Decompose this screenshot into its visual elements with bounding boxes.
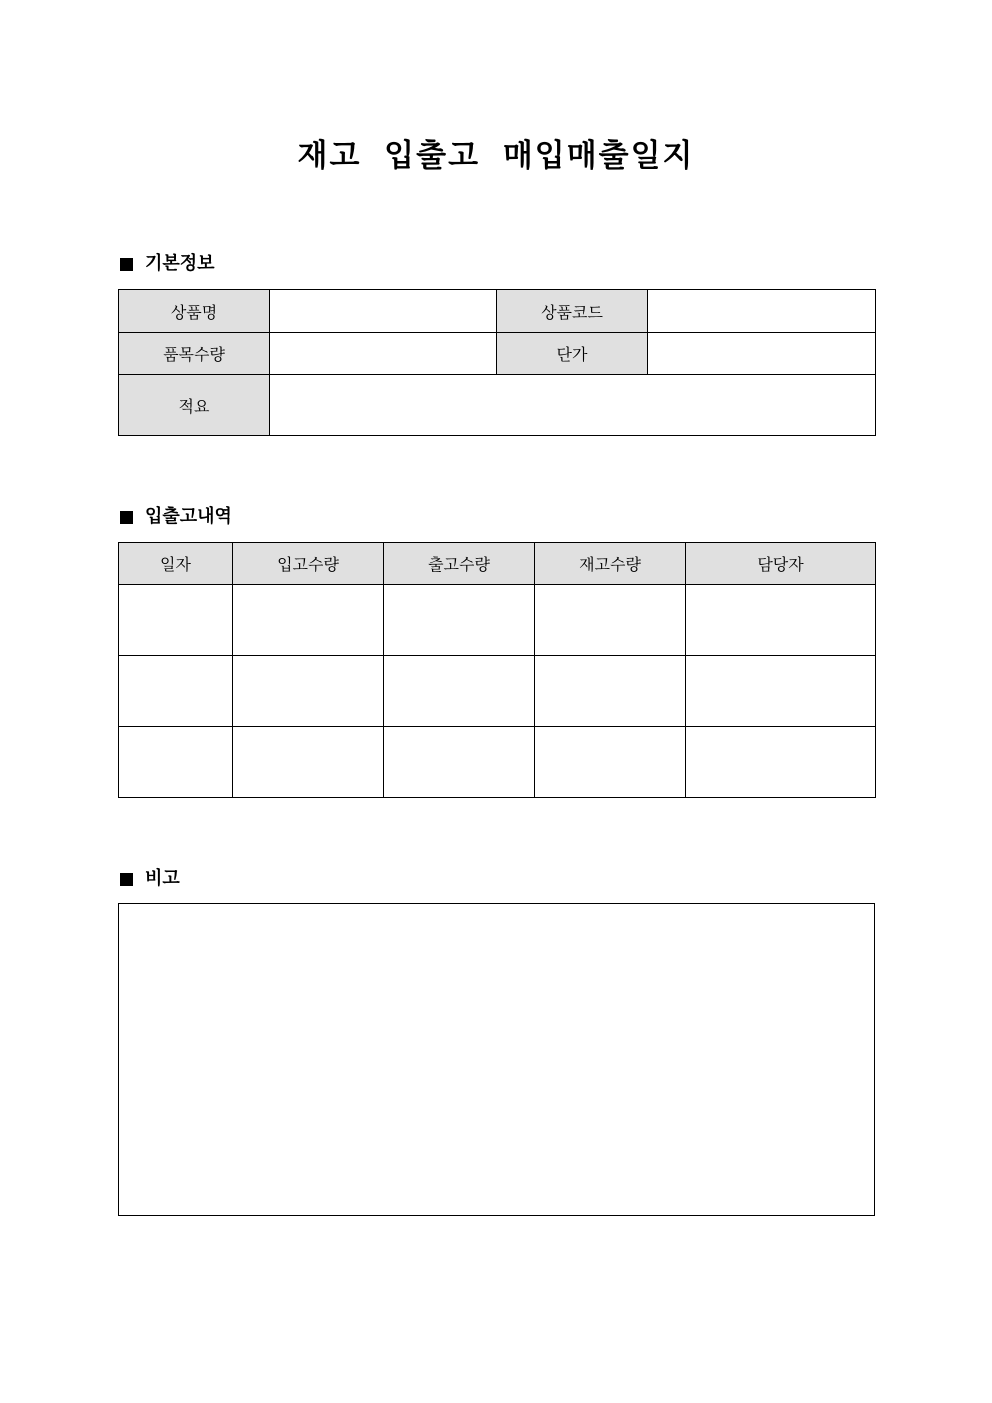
history-heading-label: 입출고내역 [145, 506, 232, 527]
table-cell[interactable] [233, 585, 384, 656]
table-row [119, 727, 876, 798]
notes-heading-label: 비고 [145, 868, 180, 889]
notes-field[interactable] [118, 903, 875, 1216]
basic-info-row [119, 333, 876, 375]
column-header-outbound-qty: 출고수량 [384, 543, 535, 585]
table-cell[interactable] [233, 727, 384, 798]
history-table [118, 542, 876, 798]
table-cell[interactable] [119, 585, 233, 656]
unit-price-label: 단가 [497, 333, 648, 375]
table-row [119, 585, 876, 656]
summary-label: 적요 [119, 375, 270, 436]
item-quantity-label: 품목수량 [119, 333, 270, 375]
history-header-row [119, 543, 876, 585]
column-header-manager: 담당자 [686, 543, 876, 585]
notes-heading [118, 867, 180, 891]
page-title: 재고 입출고 매입매출일지 [297, 138, 695, 174]
square-bullet-icon [120, 873, 133, 886]
unit-price-field[interactable] [648, 333, 876, 375]
table-cell[interactable] [384, 727, 535, 798]
basic-info-heading [118, 252, 215, 276]
square-bullet-icon [120, 258, 133, 271]
basic-info-table [118, 289, 876, 436]
table-cell[interactable] [535, 727, 686, 798]
table-row [119, 656, 876, 727]
history-heading [118, 505, 232, 529]
table-cell[interactable] [535, 656, 686, 727]
table-cell[interactable] [119, 656, 233, 727]
column-header-date: 일자 [119, 543, 233, 585]
column-header-inbound-qty: 입고수량 [233, 543, 384, 585]
summary-field[interactable] [270, 375, 876, 436]
product-name-field[interactable] [270, 290, 497, 333]
table-cell[interactable] [686, 727, 876, 798]
table-cell[interactable] [233, 656, 384, 727]
item-quantity-field[interactable] [270, 333, 497, 375]
basic-info-row [119, 375, 876, 436]
basic-info-heading-label: 기본정보 [145, 253, 215, 274]
table-cell[interactable] [535, 585, 686, 656]
table-cell[interactable] [686, 585, 876, 656]
product-code-field[interactable] [648, 290, 876, 333]
square-bullet-icon [120, 511, 133, 524]
table-cell[interactable] [686, 656, 876, 727]
basic-info-row [119, 290, 876, 333]
table-cell[interactable] [119, 727, 233, 798]
product-name-label: 상품명 [119, 290, 270, 333]
column-header-stock-qty: 재고수량 [535, 543, 686, 585]
table-cell[interactable] [384, 585, 535, 656]
table-cell[interactable] [384, 656, 535, 727]
product-code-label: 상품코드 [497, 290, 648, 333]
